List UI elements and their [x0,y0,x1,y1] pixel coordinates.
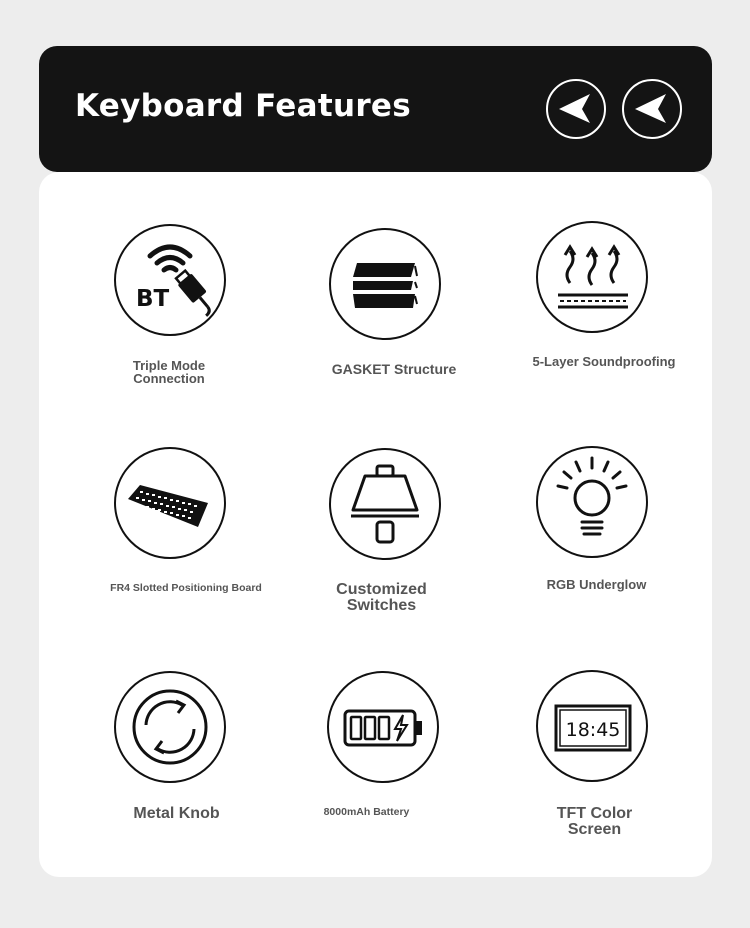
page-title: Keyboard Features [75,88,412,124]
back-arrow-icon [548,81,603,136]
switch-icon [329,448,441,560]
bt-wifi-usb-icon [114,224,226,336]
battery-icon [327,671,439,783]
svg-text:BT: BT [136,286,170,312]
rotate-knob-icon [114,671,226,783]
feature-label: GASKET Structure [331,361,457,377]
feature-label: Metal Knob [133,805,220,822]
feature-label: 5-Layer Soundproofing [532,354,676,369]
previous-button[interactable] [622,79,682,139]
gasket-layers-icon [329,228,441,340]
feature-label: Customized Switches [336,581,427,614]
back-arrow-icon [624,81,679,136]
feature-label: TFT Color Screen [556,805,633,838]
feature-label: RGB Underglow [546,577,647,592]
svg-text:18:45: 18:45 [565,719,621,741]
feature-label: 8000mAh Battery [323,806,410,818]
soundproofing-icon [536,221,648,333]
header-bar [39,46,712,172]
feature-label: FR4 Slotted Positioning Board [110,582,262,594]
clock-screen-icon [536,670,648,782]
features-panel [39,172,712,877]
keyboard-plate-icon [114,447,226,559]
back-button[interactable] [546,79,606,139]
feature-label: Triple Mode Connection [132,358,206,386]
light-bulb-icon [536,446,648,558]
